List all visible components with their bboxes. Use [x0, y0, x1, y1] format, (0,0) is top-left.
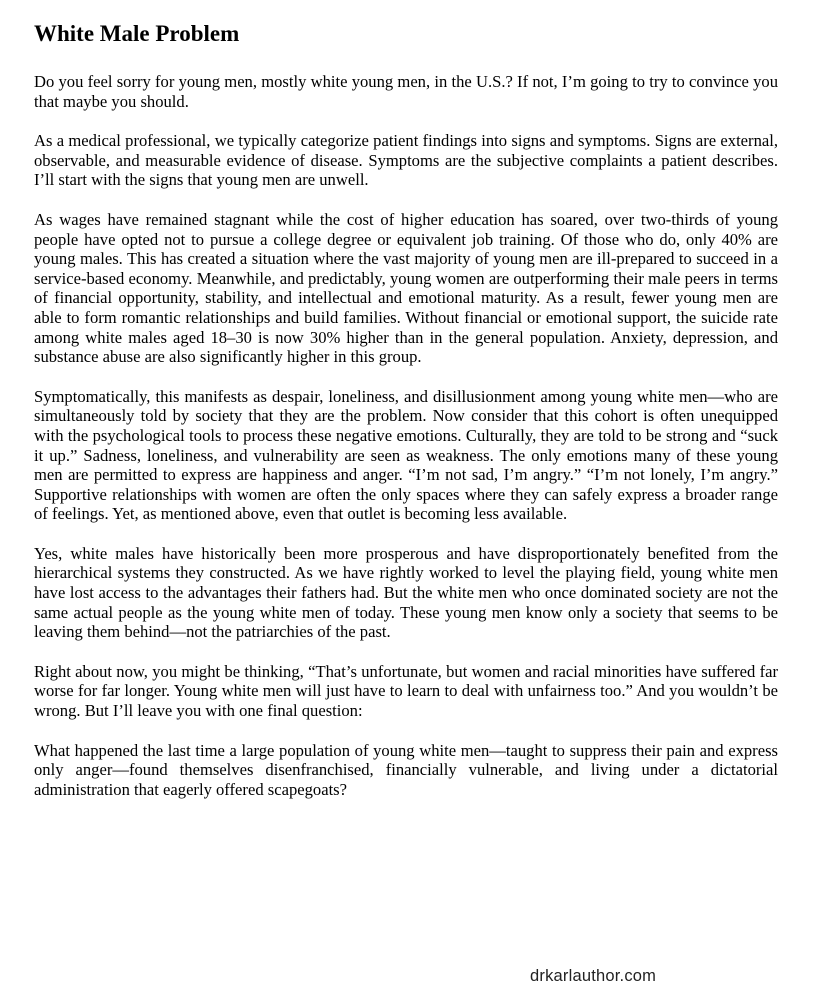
paragraph-history: Yes, white males have historically been more prosperous and have disproportionately benefited from the hierarchical systems they constructed. As we have rightly worked to level the playing field, young white men have lost access to the advantages their fathers had. But the white men who once dominated society are not the same actual people as the young white men of today. These young men know only a society that seems to be leaving them behind—not the patriarchies of the past. — [34, 543, 778, 642]
paragraph-question: What happened the last time a large population of young white men—taught to suppress their pain and express only anger—found themselves disenfranchised, financially vulnerable, and living under a dictatorial administration that eagerly offered scapegoats? — [34, 740, 778, 799]
paragraph-signs: As wages have remained stagnant while the cost of higher education has soared, over two-thirds of young people have opted not to pursue a college degree or equivalent job training. Of those who do, only 40% are young males. This has created a situation where the vast majority of young men are ill-prepared to succeed in a service-based economy. Meanwhile, and predictably, young women are outperforming their male peers in terms of financial opportunity, stability, and intellectual and emotional maturity. As a result, fewer young men are able to form romantic relationships and build families. Without financial or emotional support, the suicide rate among white males aged 18–30 is now 30% higher than in the general population. Anxiety, depression, and substance abuse are also significantly higher in this group. — [34, 209, 778, 367]
website-watermark: drkarlauthor.com — [530, 967, 657, 985]
article — [34, 20, 778, 799]
paragraph-signs-symptoms: As a medical professional, we typically categorize patient findings into signs and symptoms. Signs are external, observable, and measurable evidence of disease. Symptoms are the subjective complaints a patient describes. I’ll start with the signs that young men are unwell. — [34, 131, 778, 190]
article-title: White Male Problem — [34, 21, 240, 46]
paragraph-intro: Do you feel sorry for young men, mostly white young men, in the U.S.? If not, I’m going to try to convince you that maybe you should. — [34, 72, 778, 111]
paragraph-objection: Right about now, you might be thinking, “That’s unfortunate, but women and racial minorities have suffered far worse for far longer. Young white men will just have to learn to deal with unfairness too.” And you wouldn’t be wrong. But I’ll leave you with one final question: — [34, 661, 778, 721]
paragraph-symptoms: Symptomatically, this manifests as despair, loneliness, and disillusionment among young white men—who are simultaneously told by society that they are the problem. Now consider that this cohort is often unequipped with the psychological tools to process these negative emotions. Culturally, they are told to be strong and “suck it up.” Sadness, loneliness, and vulnerability are seen as weakness. The only emotions many of these young men are permitted to express are happiness and anger. “I’m not sad, I’m angry.” “I’m not lonely, I’m angry.” Supportive relationships with women are often the only spaces where they can safely express a broader range of feelings. Yet, as mentioned above, even that outlet is becoming less available. — [34, 386, 778, 524]
